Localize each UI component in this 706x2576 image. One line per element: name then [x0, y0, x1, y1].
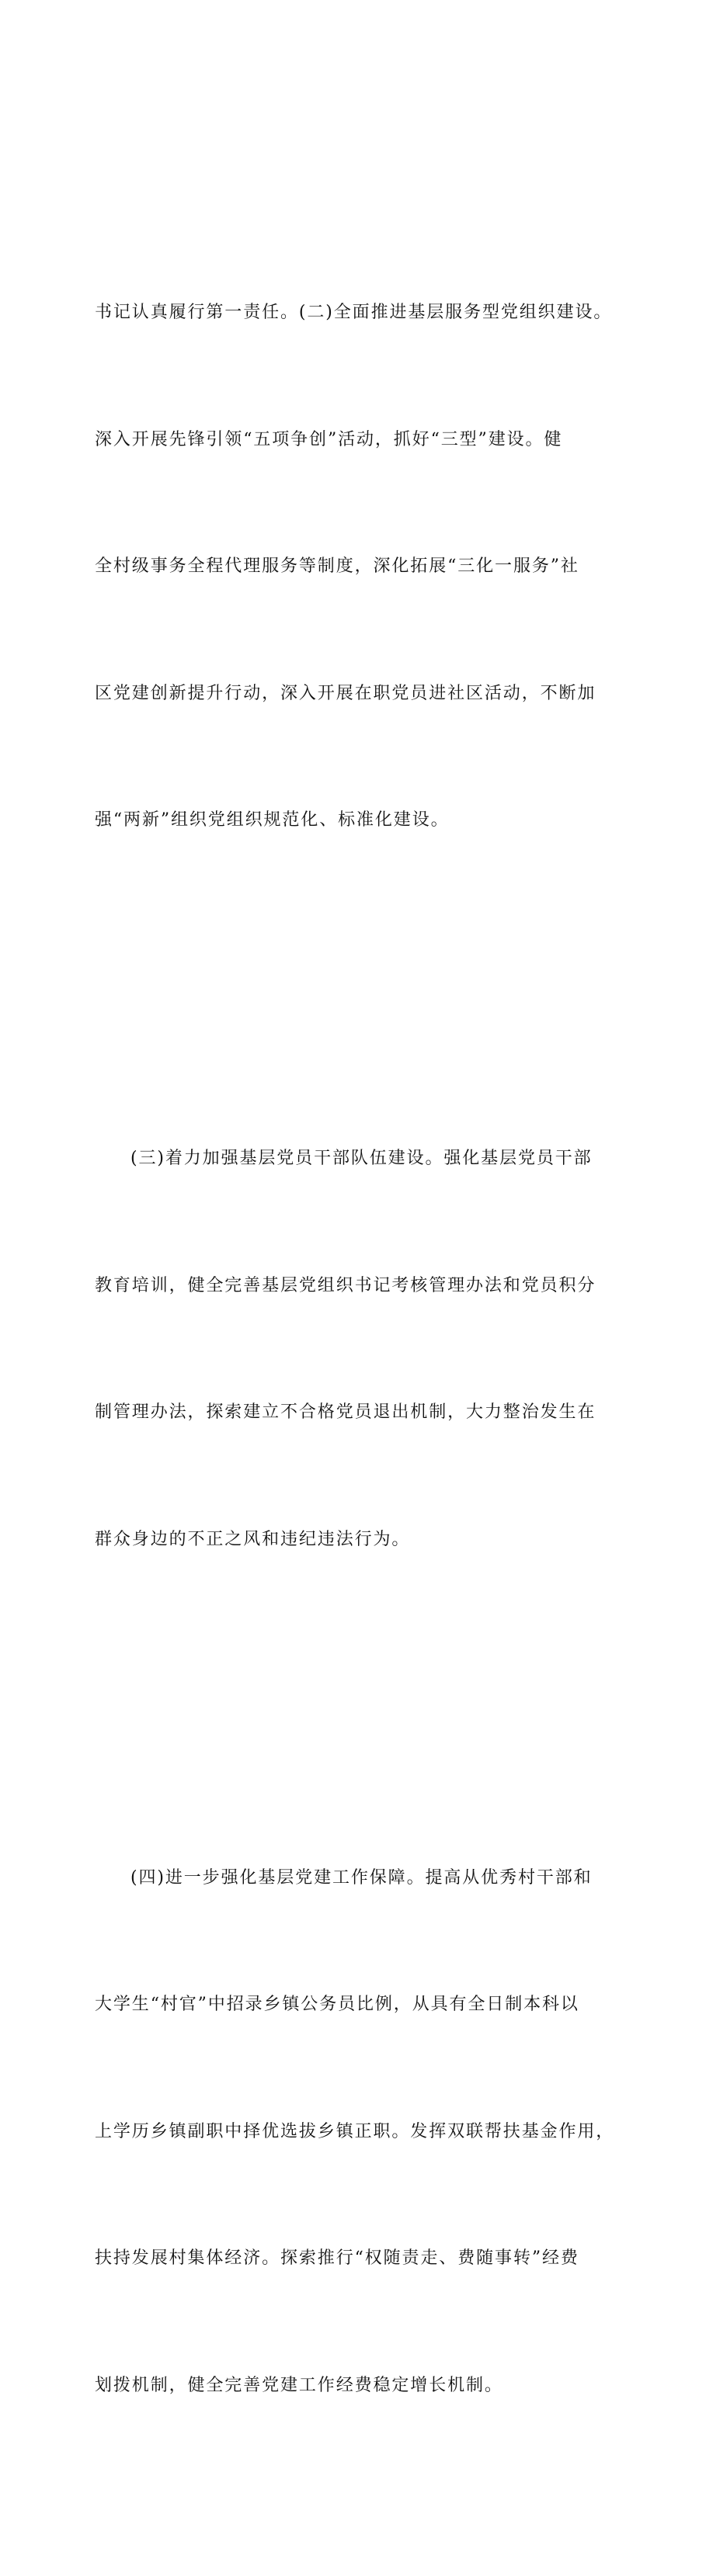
text-line: 书记认真履行第一责任。(二)全面推进基层服务型党组织建设。: [95, 303, 613, 322]
text-line: 制管理办法，探索建立不合格党员退出机制，大力整治发生在: [95, 1402, 596, 1422]
text-line-indented: (四)进一步强化基层党建工作保障。提高从优秀村干部和: [130, 1867, 593, 1888]
text-line: 区党建创新提升行动，深入开展在职党员进社区活动，不断加: [95, 683, 596, 703]
text-line-indented: (三)着力加强基层党员干部队伍建设。强化基层党员干部: [130, 1149, 593, 1168]
text-line: 强“两新”组织党组织规范化、标准化建设。: [95, 810, 450, 830]
paragraph-3: [95, 1773, 623, 2492]
text-line: 教育培训，健全完善基层党组织书记考核管理办法和党员积分: [95, 1275, 596, 1295]
text-line: 扶持发展村集体经济。探索推行“权随责走、费随事转”经费: [95, 2248, 579, 2268]
text-line: 全村级事务全程代理服务等制度，深化拓展“三化一服务”社: [95, 556, 579, 576]
text-line: 群众身边的不正之风和违纪违法行为。: [95, 1529, 411, 1549]
text-line: 上学历乡镇副职中择优选拔乡镇正职。发挥双联帮扶基金作用，: [95, 2121, 615, 2141]
text-line: 深入开展先锋引领“五项争创”活动，抓好“三型”建设。健: [95, 429, 563, 449]
paragraph-2: [95, 1053, 623, 1645]
text-line: 大学生“村官”中招录乡镇公务员比例，从具有全日制本科以: [95, 1995, 579, 2014]
text-line: 划拨机制，健全完善党建工作经费稳定增长机制。: [95, 2375, 503, 2395]
document-body: [95, 123, 623, 2576]
paragraph-1: [95, 207, 623, 927]
